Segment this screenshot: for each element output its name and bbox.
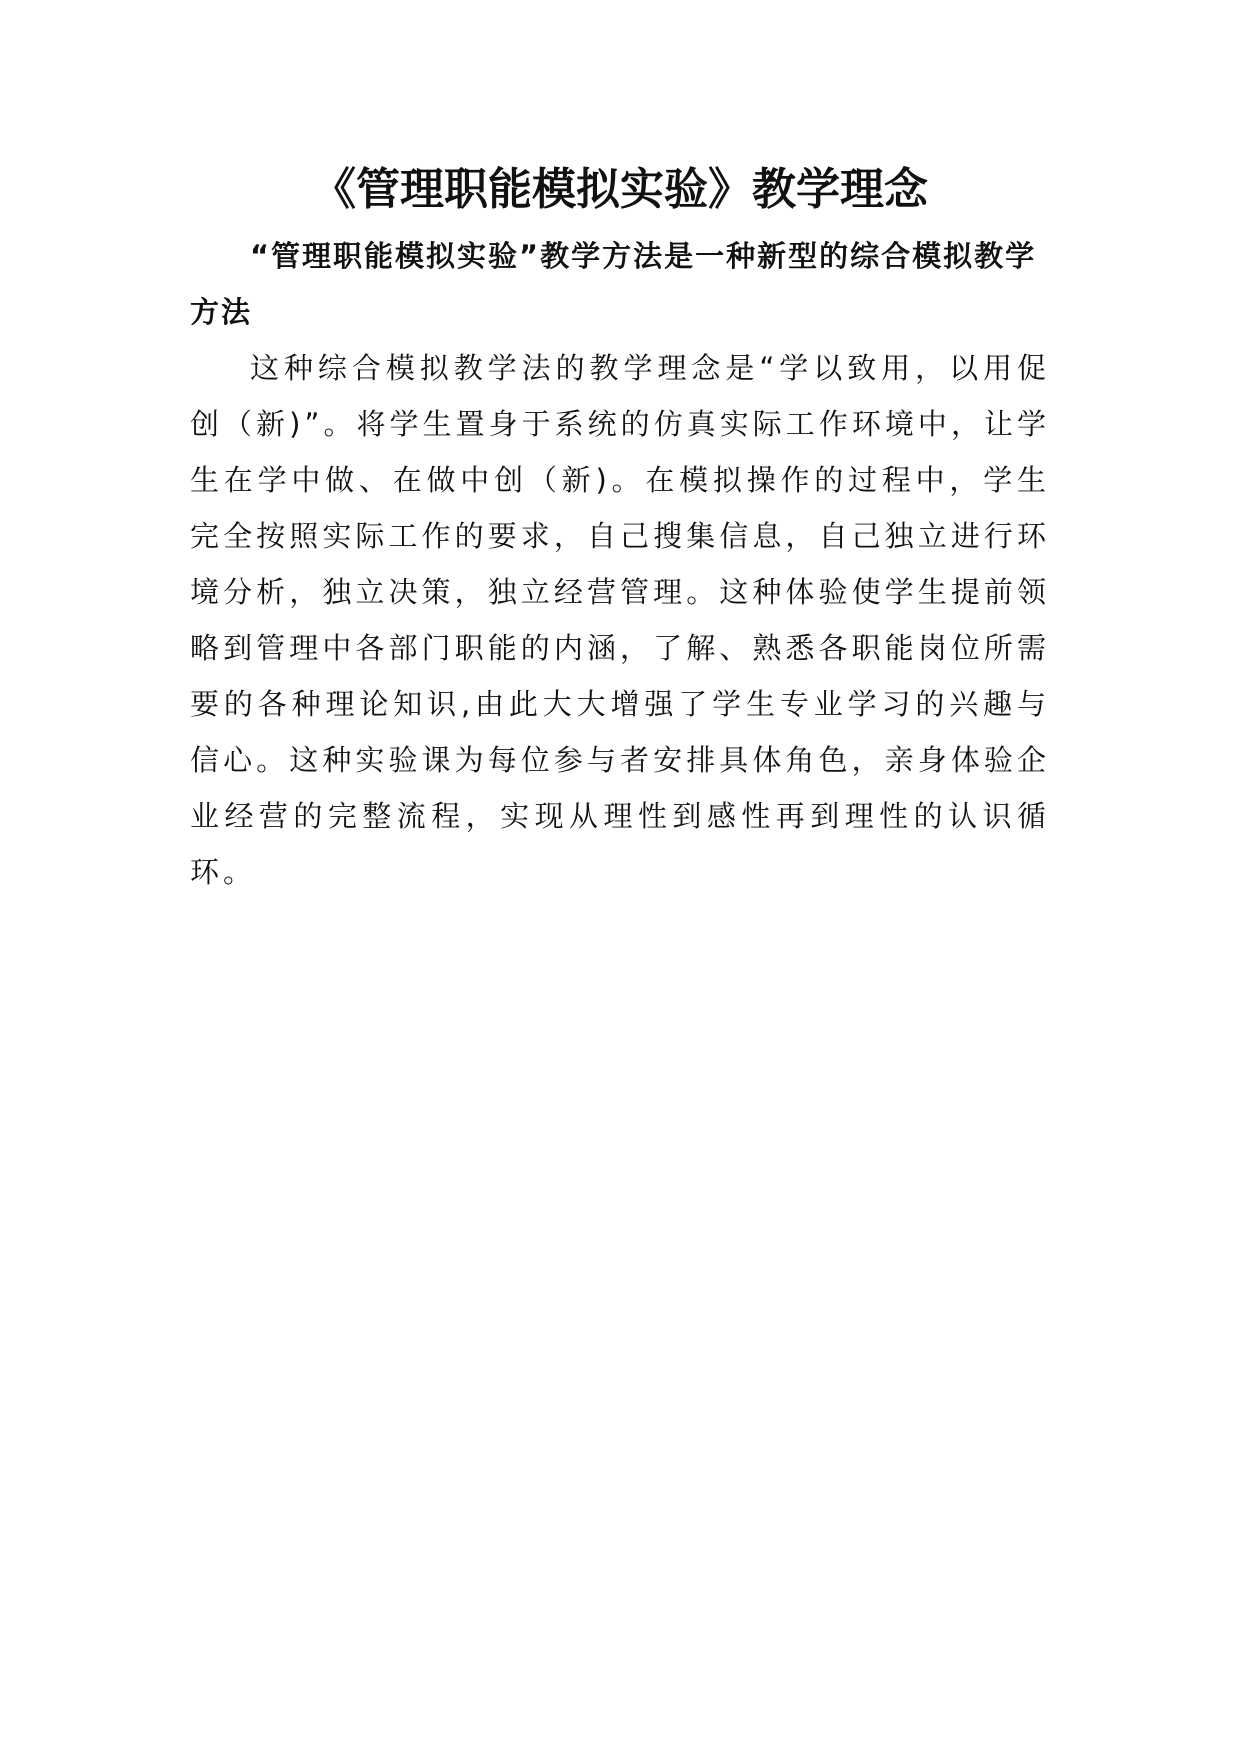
document-subtitle: “管理职能模拟实验”教学方法是一种新型的综合模拟教学方法: [190, 239, 1037, 329]
document-title: 《管理职能模拟实验》教学理念: [312, 164, 928, 215]
body-paragraph: 这种综合模拟教学法的教学理念是“学以致用，以用促创（新)”。将学生置身于系统的仿真实际工作环境中，让学生在学中做、在做中创（新)。在模拟操作的过程中，学生完全按照实际工作的要求，自己搜集信息，自己独立进行环境分析，独立决策，独立经营管理。这种体验使学生提前领略到管理中各部门职能的内涵，了解、熟悉各职能岗位所需要的各种理论知识,由此大大增强了学生专业学习的兴趣与信心。这种实验课为每位参与者安排具体角色，亲身体验企业经营的完整流程，实现从理性到感性再到理性的认识循环。: [190, 351, 1050, 889]
document-content: [190, 160, 1050, 900]
